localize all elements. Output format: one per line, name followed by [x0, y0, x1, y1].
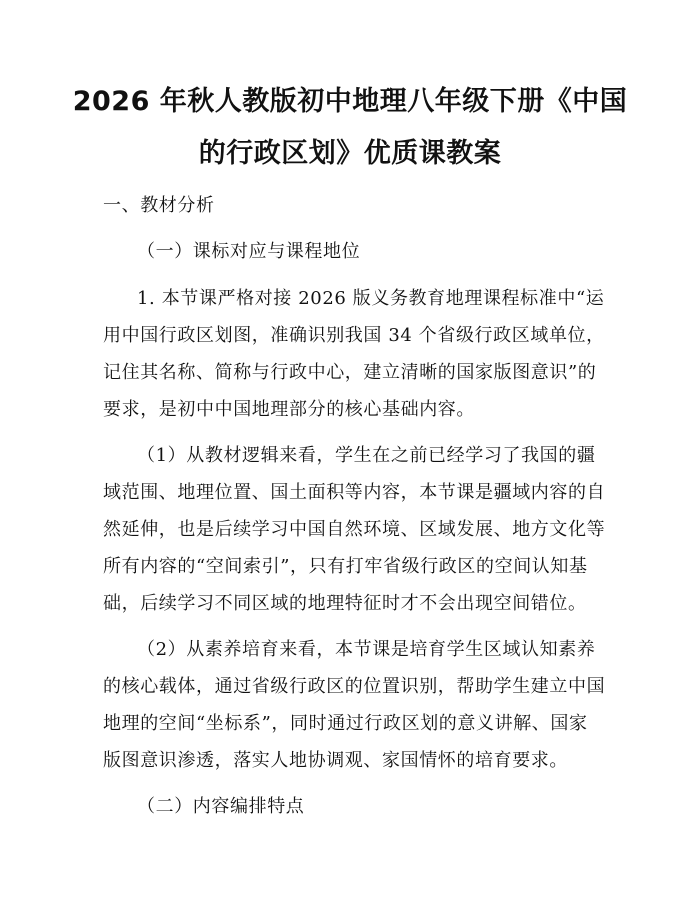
paragraph-line: （1）从教材逻辑来看，学生在之前已经学习了我国的疆 [137, 445, 596, 466]
paragraph-line: 所有内容的“空间索引”，只有打牢省级行政区的空间认知基 [103, 556, 588, 577]
subsection-heading-content-arrangement: （二）内容编排特点 [137, 796, 305, 817]
paragraph-line: 1. 本节课严格对接 2026 版义务教育地理课程标准中“运 [137, 288, 605, 309]
paragraph-line: 地理的空间“坐标系”，同时通过行政区划的意义讲解、国家 [103, 713, 588, 734]
document-title-line-1: 2026 年秋人教版初中地理八年级下册《中国 [72, 86, 628, 117]
paragraph-line: 用中国行政区划图，准确识别我国 34 个省级行政区域单位， [103, 325, 605, 346]
paragraph-line: 记住其名称、简称与行政中心，建立清晰的国家版图意识”的 [103, 362, 597, 383]
paragraph-line: 要求，是初中中国地理部分的核心基础内容。 [103, 399, 475, 420]
paragraph-line: 域范围、地理位置、国土面积等内容，本节课是疆域内容的自 [103, 482, 606, 503]
document-title-line-2: 的行政区划》优质课教案 [198, 138, 502, 169]
paragraph-line: 础，后续学习不同区域的地理特征时才不会出现空间错位。 [103, 593, 587, 614]
subsection-heading-curriculum-standard: （一）课标对应与课程地位 [137, 241, 361, 262]
paragraph-line: （2）从素养培育来看，本节课是培育学生区域认知素养 [137, 639, 596, 660]
paragraph-line: 版图意识渗透，落实人地协调观、家国情怀的培育要求。 [103, 750, 568, 771]
section-heading-textbook-analysis: 一、教材分析 [103, 195, 215, 216]
paragraph-line: 然延伸，也是后续学习中国自然环境、区域发展、地方文化等 [103, 519, 606, 540]
paragraph-line: 的核心载体，通过省级行政区的位置识别，帮助学生建立中国 [103, 676, 606, 697]
